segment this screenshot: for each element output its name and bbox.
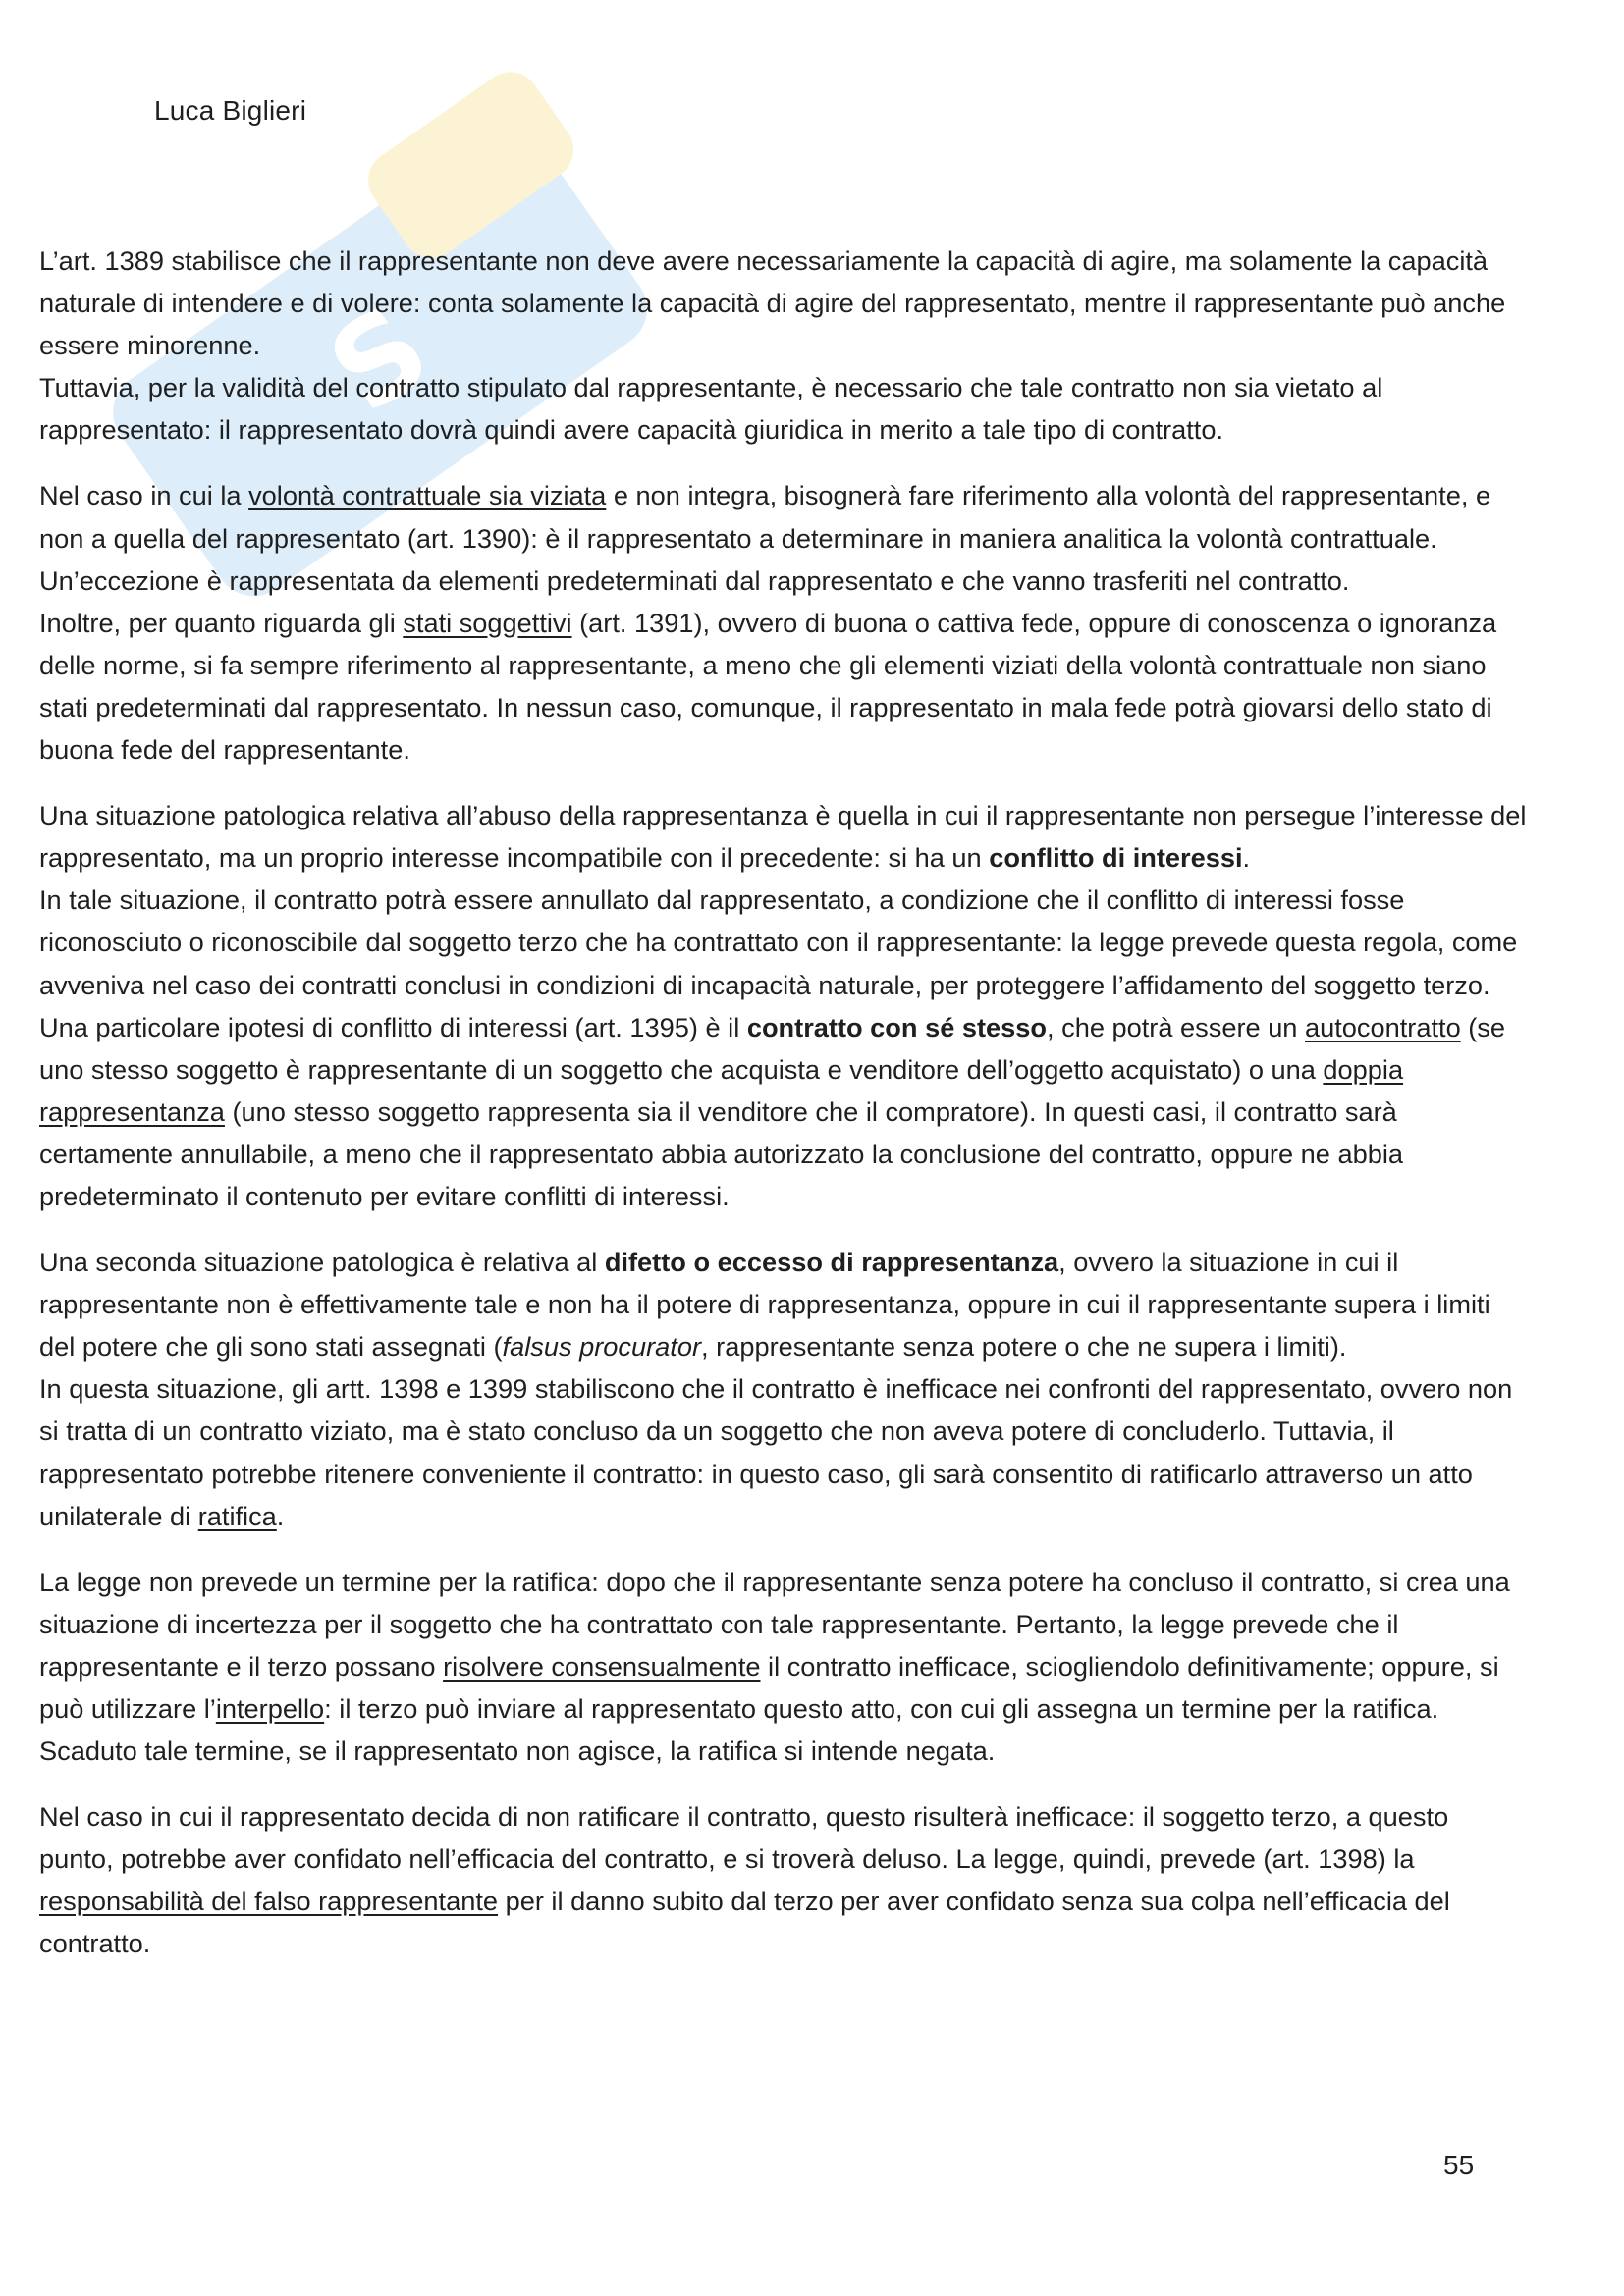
text-run: . [276,1500,285,1531]
text-run: La legge non prevede un termine per la ratifica: dopo che il rappresentante senza potere ha concluso il contratto, si crea una situazione di incertezza per il soggetto che ha contrattato con tale rappresentante. Pertanto, la legge prevede che il rappresentante e il terzo possano [39,1566,1510,1682]
paragraph-9 [39,1367,1527,1536]
text-run: il contratto inefficace, sciogliendolo definitivamente; oppure, si può utilizzare l’ [39,1650,1499,1724]
underlined-term: interpello [215,1693,325,1724]
bold-term: difetto o eccesso di rappresentanza [604,1247,1059,1278]
text-run: (se uno stesso soggetto è rappresentante di un soggetto che acquista e venditore dell’oggetto acquistato) o una [39,1011,1506,1085]
bold-term: conflitto di interessi [989,842,1243,874]
bold-term: contratto con sé stesso [746,1011,1048,1042]
paragraph-6 [39,879,1527,1005]
underlined-term: ratifica [197,1500,277,1531]
text-run: Una seconda situazione patologica è relativa al [39,1247,605,1278]
text-run: L’art. 1389 stabilisce che il rappresentante non deve avere necessariamente la capacità di agire, ma solamente la capacità naturale di intendere e di volere: conta solamente la capacità di agire del rappresentato, mentre il rappresentante può anche essere minorenne. [39,245,1506,361]
paragraph-3 [39,474,1527,601]
paragraph-1 [39,240,1527,366]
text-run: . [1242,842,1251,874]
underlined-term: autocontratto [1304,1011,1461,1042]
underlined-term: stati soggettivi [403,607,572,638]
page-number: 55 [1443,2150,1475,2180]
paragraph-7 [39,1006,1527,1217]
text-run: In questa situazione, gli artt. 1398 e 1399 stabiliscono che il contratto è inefficace nei confronti del rappresentato, ovvero non si tratta di un contratto viziato, ma è stato concluso da un soggetto che non aveva potere di concluderlo. Tuttavia, il rappresentato potrebbe ritenere conveniente il contratto: in questo caso, gli sarà consentito di ratificarlo attraverso un atto unilaterale di [39,1373,1513,1531]
underlined-term: volontà contrattuale sia viziata [248,480,607,511]
watermark-accent [356,61,585,270]
text-run: : il terzo può inviare al rappresentato questo atto, con cui gli assegna un termine per la ratifica. Scaduto tale termine, se il rappresentato non agisce, la ratifica si intende negata. [39,1693,1439,1767]
text-run: e non integra, bisognerà fare riferimento alla volontà del rappresentante, e non a quella del rappresentato (art. 1390): è il rappresentato a determinare in maniera analitica la volontà contrattuale. Un’eccezione è rappresentata da elementi predeterminati dal rappresentato e che vanno trasferiti nel contratto. [39,480,1491,596]
text-run: , che potrà essere un [1047,1011,1305,1042]
paragraph-11 [39,1795,1527,1964]
document-body [39,240,1527,1965]
text-run: , ovvero la situazione in cui il rappresentante non è effettivamente tale e non ha il potere di rappresentanza, oppure in cui il rappresentante supera i limiti del potere che gli sono stati assegnati ( [39,1247,1490,1362]
underlined-term: responsabilità del falso rappresentante [39,1886,499,1917]
text-run: Nel caso in cui la [39,480,249,511]
paragraph-8 [39,1241,1527,1367]
text-run: (uno stesso soggetto rappresenta sia il venditore che il compratore). In questi casi, il contratto sarà certamente annullabile, a meno che il rappresentato abbia autorizzato la conclusione del contratto, oppure ne abbia predeterminato il contenuto per evitare conflitti di interessi. [39,1095,1403,1211]
paragraph-2 [39,366,1527,451]
text-run: , rappresentante senza potere o che ne supera i limiti). [701,1331,1347,1362]
text-run: per il danno subito dal terzo per aver confidato senza sua colpa nell’efficacia del contratto. [39,1886,1450,1959]
text-run: Una particolare ipotesi di conflitto di interessi (art. 1395) è il [39,1011,747,1042]
text-run: Tuttavia, per la validità del contratto stipulato dal rappresentante, è necessario che tale contratto non sia vietato al rappresentato: il rappresentato dovrà quindi avere capacità giuridica in merito a tale tipo di contratto. [39,372,1383,446]
underlined-term: doppia rappresentanza [39,1053,1404,1127]
text-run: Una situazione patologica relativa all’abuso della rappresentanza è quella in cui il rappresentante non persegue l’interesse del rappresentato, ma un proprio interesse incompatibile con il precedente: si ha un [39,800,1527,874]
paragraph-5 [39,794,1527,879]
text-run: Nel caso in cui il rappresentato decida di non ratificare il contratto, questo risulterà inefficace: il soggetto terzo, a questo punto, potrebbe aver confidato nell’efficacia del contratto, e si troverà deluso. La legge, quindi, prevede (art. 1398) la [39,1801,1449,1875]
author-name: Luca Biglieri [154,95,307,126]
watermark-logo-text: S [305,280,455,441]
text-run: In tale situazione, il contratto potrà essere annullato dal rappresentato, a condizione che il conflitto di interessi fosse riconosciuto o riconoscibile dal soggetto terzo che ha contrattato con il rappresentante: la legge prevede questa regola, come avveniva nel caso dei contratti conclusi in condizioni di incapacità naturale, per proteggere l’affidamento del soggetto terzo. [39,884,1518,1000]
text-run: (art. 1391), ovvero di buona o cattiva fede, oppure di conoscenza o ignoranza delle norme, si fa sempre riferimento al rappresentante, a meno che gli elementi viziati della volontà contrattuale non siano stati predeterminati dal rappresentato. In nessun caso, comunque, il rappresentato in mala fede potrà giovarsi dello stato di buona fede del rappresentante. [39,607,1497,766]
italic-term: falsus procurator [502,1331,702,1362]
paragraph-10 [39,1561,1527,1772]
text-run: Inoltre, per quanto riguarda gli [39,607,404,638]
underlined-term: risolvere consensualmente [443,1650,761,1682]
paragraph-4 [39,602,1527,771]
